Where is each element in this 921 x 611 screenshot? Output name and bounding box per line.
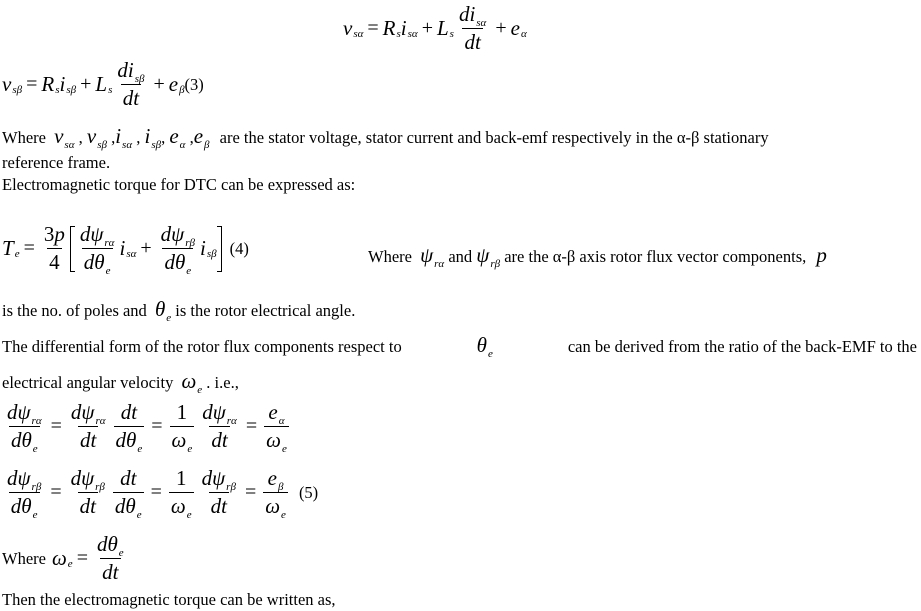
- reference-frame-text: reference frame.: [2, 153, 111, 172]
- equation-v-beta: v sβ = R s i sβ + L s $\frac{di_{s\beta}}{dt}$ + e β (3): [2, 58, 204, 110]
- differential-text-a: The differential form of the rotor flux components respect to: [2, 337, 402, 356]
- angular-suffix: . i.e.,: [206, 373, 239, 392]
- angular-velocity-line: electrical angular velocity $\omega_e$ . i.e.,: [2, 369, 239, 396]
- differential-text-b: can be derived from the ratio of the back-EMF to the: [567, 337, 917, 356]
- then-torque-text: Then the electromagnetic torque can be written as,: [2, 590, 336, 609]
- where2-prefix: Where: [368, 247, 412, 266]
- where-vars-description: are the stator voltage, stator current and back-emf respectively in the α-β stationary: [219, 128, 769, 147]
- poles-suffix: is the rotor electrical angle.: [175, 301, 356, 320]
- where-omega-line: Where ω e = $\frac{d\theta_e}{dt}$: [2, 532, 124, 584]
- equation-4-tag: (4): [229, 238, 249, 258]
- equation-5-beta: $\frac{d\psi_{r\beta}}{d\theta_e}$ = $\frac{d\psi_{r\beta}}{dt}$ $\frac{dt}{d\theta_e}$ = $\frac{1}{\omega_e}$ $\frac{d\psi_{r\beta}}{dt}$ = $\frac{e_\beta}{\omega_e}$ (5): [7, 466, 319, 521]
- equation-5-tag: (5): [298, 482, 319, 502]
- equation-v-alpha: v sα = R s i sα + L s $\frac{di_{s\alpha}}{dt}$ + e α: [343, 2, 527, 54]
- equation-5-alpha: $\frac{d\psi_{r\alpha}}{d\theta_e}$ = $\frac{d\psi_{r\alpha}}{dt}$ $\frac{dt}{d\theta_e}$ = $\frac{1}{\omega_e}$ $\frac{d\psi_{r\alpha}}{dt}$ = $\frac{e_\alpha}{\omega_e}$: [7, 400, 287, 455]
- where3-prefix: Where: [2, 548, 46, 568]
- where2-and: and: [448, 247, 473, 266]
- differential-line: The differential form of the rotor flux components respect to $\theta_e$ can be derived from the ratio of the back-EMF to the: [2, 333, 917, 360]
- torque-intro-text: Electromagnetic torque for DTC can be expressed as:: [2, 175, 356, 194]
- poles-line: is the no. of poles and $\theta_e$ is the rotor electrical angle.: [2, 297, 356, 324]
- equation-3-tag: (3): [184, 74, 204, 94]
- where-prefix: Where: [2, 128, 46, 147]
- poles-prefix: is the no. of poles and: [2, 301, 147, 320]
- where-psi-line: Where $\psi_{r\alpha}$ and $\psi_{r\beta}$ are the α-β axis rotor flux vector components, p: [368, 243, 827, 270]
- where-vars-line: Where $v_{s\alpha}$ , $v_{s\beta}$ $,i_{s\alpha}$ , $i_{s\beta}$, $e_\alpha$ $,e_\beta$ are the stator voltage, stator current and back-emf respectively in the α-β stationary: [2, 124, 769, 151]
- equation-torque: T e = $\frac{3p}{4}$ $\frac{d\psi_{r\alpha}}{d\theta_e}$ i sα + $\frac{d\psi_{r\beta}}{d\theta_e}$ i sβ (4): [2, 222, 249, 277]
- where2-description: are the α-β axis rotor flux vector components,: [504, 247, 807, 266]
- angular-prefix: electrical angular velocity: [2, 373, 174, 392]
